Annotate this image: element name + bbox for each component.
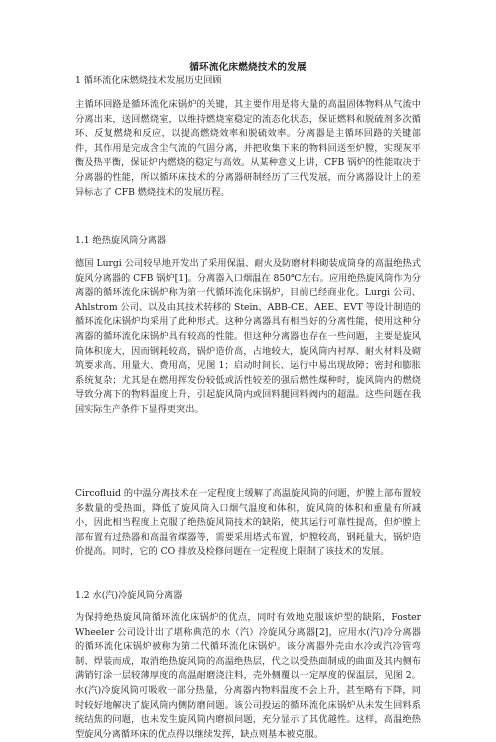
paragraph-block <box>75 98 421 200</box>
paragraph-1-2: 为保持绝热旋风筒循环流化床锅炉的优点，同时有效地克服该炉型的缺陷，Foster Wheeler 公司设计出了堪称典范的水（汽）冷旋风分离器[2]，应用水(汽)冷分离器的循环流化床锅炉被称为第二代循环流化床锅炉。该分离器外壳由水冷或汽冷管弯制、焊装而成，取消绝热旋风筒的高温绝热层，代之以受热面制成的曲面及其内侧布满销钉涂一层较薄厚度的高温耐磨浇注料，壳外侧覆以一定厚度的保温层，见图 2。水(汽)冷旋风筒可吸收一部分热量，分离器内物料温度不会上升，甚至略有下降，同时较好地解决了旋风筒内侧防磨问题。该公司投运的循环流化床锅炉从未发生回料系统结焦的问题，也未发生旋风筒内磨损问题，充分显示了其优越性。这样，高温绝热型旋风分离循环床的优点得以继续发挥，缺点则基本被克服。 <box>75 612 421 740</box>
paragraph-intro: 主循环回路是循环流化床锅炉的关键，其主要作用是将大量的高温固体物料从气流中分离出来，送回燃烧室，以维持燃烧室稳定的流态化状态，保证燃料和脱硫剂多次循环、反复燃烧和反应，以提高燃烧效率和脱硫效率。分离器是主循环回路的关键部件，其作用是完成含尘气流的气固分离，并把收集下来的物料回送至炉膛，实现灰平衡及热平衡，保证炉内燃烧的稳定与高效。从某种意义上讲，CFB 锅炉的性能取决于分离器的性能，所以循环床技术的分离器研制经历了三代发展，而分离器设计上的差异标志了 CFB 燃烧技术的发展历程。 <box>75 99 421 198</box>
paragraph-block <box>75 257 421 418</box>
subsection-heading: 1.2 水(汽)冷旋风筒分离器 <box>75 590 183 601</box>
section-heading: 1 循环流化床燃烧技术发展历史回顾 <box>75 75 222 86</box>
paragraph-1-1a: 德国 Lurgi 公司较早地开发出了采用保温、耐火及防磨材料砌装成筒身的高温绝热式旋风分离器的 CFB 锅炉[1]。分离器入口烟温在 850℃左右。应用绝热旋风筒作为分离器的循环流化床锅炉称为第一代循环流化床锅炉，目前已经商业化。Lurgi 公司、Ahlstrom 公司、以及由其技术转移的 Stein、ABB-CE、AEE、EVT 等设计制造的循环流化床锅炉均采用了此种形式。这种分离器具有相当好的分离性能，使用这种分离器的循环流化床锅炉具有较高的性能。但这种分离器也存在一些问题，主要是旋风筒体积庞大，因而钢耗较高，锅炉造价高，占地较大，旋风筒内衬厚、耐火材料及砌筑要求高、用量大、费用高，见图 1；启动时间长、运行中易出现故障；密封和膨胀系统复杂；尤其是在燃用挥发份较低或活性较差的强后燃性煤种时，旋风筒内的燃烧导致分离下的物料温度上升，引起旋风筒内或回料腿回料阀内的超温。这些问题在我国实际生产条件下显得更突出。 <box>75 258 421 415</box>
paragraph-1-1b: Circofluid 的中温分离技术在一定程度上缓解了高温旋风筒的问题，炉膛上部布置较多数量的受热面，降低了旋风筒入口烟气温度和体积，旋风筒的体积和重量有所减小，因此相当程度上克服了绝热旋风筒技术的缺陷，使其运行可靠性提高，但炉膛上部布置有过热器和高温省煤器等，需要采用塔式布置，炉膛较高，钢耗量大，锅炉造价提高。同时，它的 CO 排放及检修问题在一定程度上限制了该技术的发展。 <box>75 488 421 558</box>
subsection-heading: 1.1 绝热旋风筒分离器 <box>75 235 167 246</box>
document-title: 循环流化床燃烧技术的发展 <box>189 62 307 73</box>
paragraph-block <box>75 611 421 742</box>
paragraph-block <box>75 487 421 560</box>
